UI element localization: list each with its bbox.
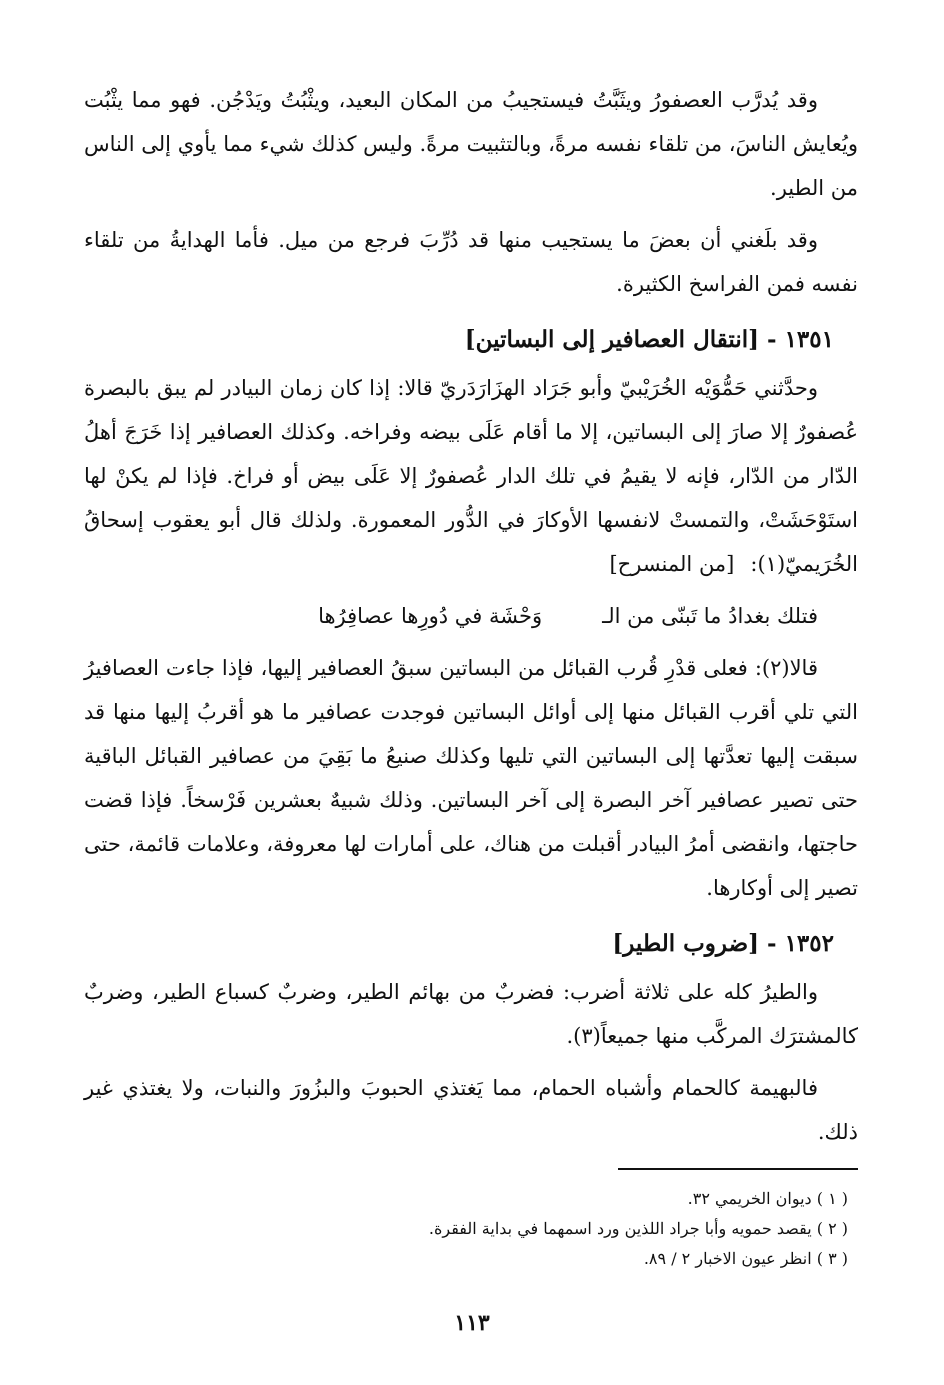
verse-line (84, 594, 818, 638)
paragraph-1351-text: وحدَّثني حَمُّوَيْه الخُرَيْبيّ وأبو جَرَاد الهزَارَدَريّ قالا: إذا كان زمان البيادر لم يبق بالبصرة عُصفورٌ إلا صارَ إلى البساتين، إلا ما أقام عَلَى بيضه وفراخه. وكذلك العصافير إذا خَرَجَ أهلُ الدّار من الدّار، فإنه لا يقيمُ في تلك الدار عُصفورٌ إلا عَلَى بيض أو فراخ. فإذا لم يكنْ لها استَوْحَشَتْ، والتمستْ لانفسها الأوكارَ في الدُّور المعمورة. ولذلك قال أبو يعقوب إسحاقُ الخُرَيميّ(١): (84, 376, 858, 576)
paragraph-1352-continued: فالبهيمة كالحمام وأشباه الحمام، مما يَغتذي الحبوبَ والبزُورَ والنبات، ولا يغتذي غير ذلك. (84, 1076, 858, 1144)
footnote-divider (618, 1168, 858, 1170)
verse-second-hemistich: وَحْشَة في دُورِها عصافِرُها (318, 604, 543, 628)
section-heading-1352: ١٣٥٢ - [ضروب الطير] (612, 930, 834, 957)
footnote-2: ( ٢ ) يقصد حمويه وأبا جراد اللذين ورد اسمهما في بداية الفقرة. (428, 1219, 848, 1238)
page-body (84, 78, 858, 1162)
paragraph-sparrow-training: وقد يُدرَّب العصفورُ ويثَبَّتُ فيستجيبُ من المكان البعيد، ويثْبُتُ ويَدْجُن. فهو مما يثْبُت ويُعايش الناسَ، من تلقاء نفسه مرةً، وبالتثبيت مرةً. وليس كذلك شيء مما يأوي إلى الناس من الطير. (84, 88, 858, 200)
verse-first-hemistich: فتلك بغدادُ ما تَبنّى من الـ (602, 604, 818, 628)
paragraph-1352-main: والطيرُ كله على ثلاثة أضرب: فضربٌ من بهائم الطير، وضربٌ كسباع الطير، وضربٌ كالمشترَك المركَّب منها جميعاً(٣). (84, 980, 858, 1048)
footnotes-section (84, 1168, 858, 1274)
footnote-1: ( ١ ) ديوان الخريمي ٣٢. (687, 1189, 848, 1208)
paragraph-sparrow-homing: وقد بلَغني أن بعضَ ما يستجيب منها قد دُرِّبَ فرجع من ميل. فأما الهدايةُ من تلقاء نفسه فمن الفراسخ الكثيرة. (84, 228, 858, 296)
footnote-3: ( ٣ ) انظر عيون الاخبار ٢ / ٨٩. (643, 1249, 848, 1268)
page-number: ١١٣ (454, 1310, 490, 1336)
paragraph-1351-main (84, 366, 858, 586)
paragraph-1351-continued: قالا(٢): فعلى قدْرِ قُرب القبائل من البساتين سبقُ العصافير إليها، فإذا جاءت العصافيرُ التي تلي أقرب القبائل منها إلى أوائل البساتين فوجدت عصافير ما هو أقربُ إليها منها قد سبقت إليها تعدَّتها إلى البساتين التي تليها وكذلك صنيعُ ما بَقِيَ من عصافير القبائل الباقية حتى تصير عصافير آخر البصرة إلى آخر البساتين. وذلك شبيهٌ بعشرين فَرْسخاً. فإذا قضت حاجتها، وانقضى أمرُ البيادر أقبلت من هناك، على أمارات لها معروفة، وعلامات قائمة، حتى تصير إلى أوكارها. (84, 656, 858, 900)
section-heading-1351: ١٣٥١ - [انتقال العصافير إلى البساتين] (464, 326, 834, 353)
verse-meter: [من المنسرح] (609, 552, 735, 576)
